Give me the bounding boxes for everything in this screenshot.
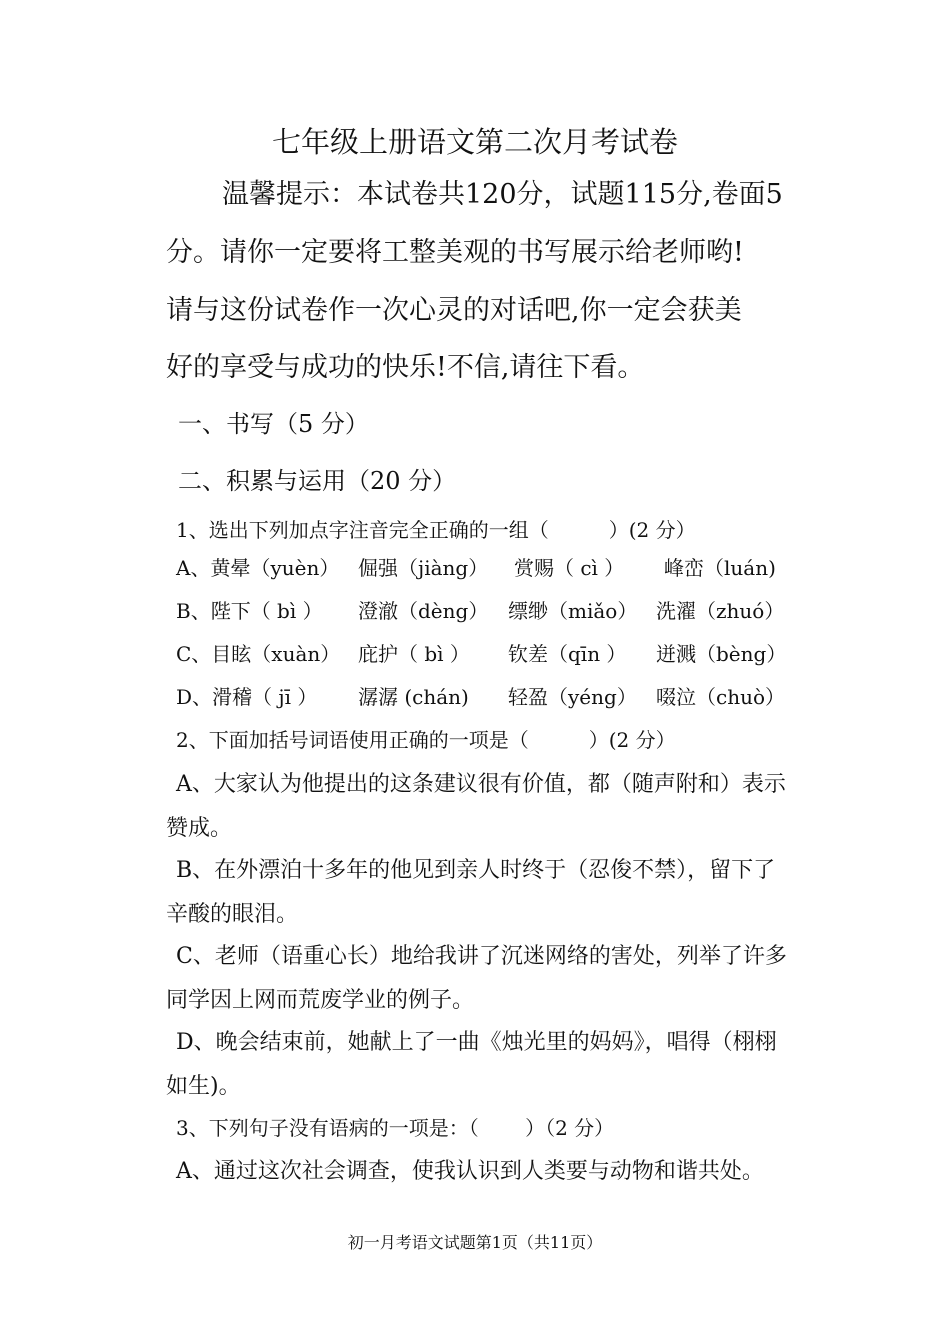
- q2-option-d-line-2: 如生)。: [166, 1074, 241, 1099]
- intro-line-1: 温馨提示：本试卷共120分，试题115分,卷面5: [222, 179, 783, 210]
- q2-option-d-line-1: D、晚会结束前，她献上了一曲《烛光里的妈妈》，唱得（栩栩: [176, 1030, 777, 1055]
- q1-option-c-item-1: C、目眩（xuàn）: [176, 642, 341, 666]
- q1-option-a-item-3: 赏赐（ cì ）: [514, 556, 625, 580]
- q1-option-d-item-3: 轻盈（yéng）: [508, 685, 637, 709]
- q1-option-a-item-2: 倔强（jiàng）: [358, 556, 489, 580]
- intro-line-2: 分。请你一定要将工整美观的书写展示给老师哟!: [166, 237, 744, 268]
- question-2-stem: 2、下面加括号词语使用正确的一项是（ ）(2 分）: [176, 728, 676, 752]
- question-3-stem: 3、下列句子没有语病的一项是：（ ）（2 分）: [176, 1116, 615, 1140]
- q3-option-a: A、通过这次社会调查，使我认识到人类要与动物和谐共处。: [176, 1159, 764, 1184]
- q1-option-c-item-2: 庇护（ bì ）: [358, 642, 470, 666]
- q1-option-a-item-1: A、黄晕（yuèn）: [176, 556, 340, 580]
- q1-option-d-item-2: 潺潺 (chán): [358, 685, 469, 709]
- q1-option-d-item-4: 啜泣（chuò）: [656, 685, 786, 709]
- q1-option-b-item-3: 缥缈（miǎo）: [508, 599, 638, 623]
- q1-option-c-item-4: 迸溅（bèng）: [656, 642, 787, 666]
- q2-option-b-line-2: 辛酸的眼泪。: [166, 902, 299, 927]
- q2-option-c-line-1: C、老师（语重心长）地给我讲了沉迷网络的害处，列举了许多: [176, 944, 787, 969]
- section-accumulation-heading: 二、积累与运用（20 分）: [178, 467, 457, 495]
- page-title: 七年级上册语文第二次月考试卷: [271, 125, 678, 159]
- q1-option-d-item-1: D、滑稽（ jī ）: [176, 685, 318, 709]
- q1-option-b-item-2: 澄澈（dèng）: [358, 599, 489, 623]
- q2-option-c-line-2: 同学因上网而荒废学业的例子。: [166, 988, 475, 1013]
- q2-option-b-line-1: B、在外漂泊十多年的他见到亲人时终于（忍俊不禁），留下了: [176, 858, 776, 883]
- intro-line-4: 好的享受与成功的快乐!不信,请往下看。: [166, 352, 645, 383]
- intro-line-3: 请与这份试卷作一次心灵的对话吧,你一定会获美: [166, 295, 742, 326]
- section-writing-heading: 一、书写（5 分）: [178, 410, 369, 438]
- q1-option-c-item-3: 钦差（qīn ）: [508, 642, 627, 666]
- page-footer: 初一月考语文试题第1页（共11页）: [347, 1233, 603, 1252]
- q1-option-a-item-4: 峰峦（luán): [664, 556, 776, 580]
- q1-option-b-item-1: B、陛下（ bì ）: [176, 599, 323, 623]
- q2-option-a-line-1: A、大家认为他提出的这条建议很有价值，都（随声附和）表示: [176, 772, 786, 797]
- question-1-stem: 1、选出下列加点字注音完全正确的一组（ ）(2 分）: [176, 518, 696, 542]
- q1-option-b-item-4: 洗濯（zhuó）: [656, 599, 785, 623]
- q2-option-a-line-2: 赞成。: [166, 816, 233, 841]
